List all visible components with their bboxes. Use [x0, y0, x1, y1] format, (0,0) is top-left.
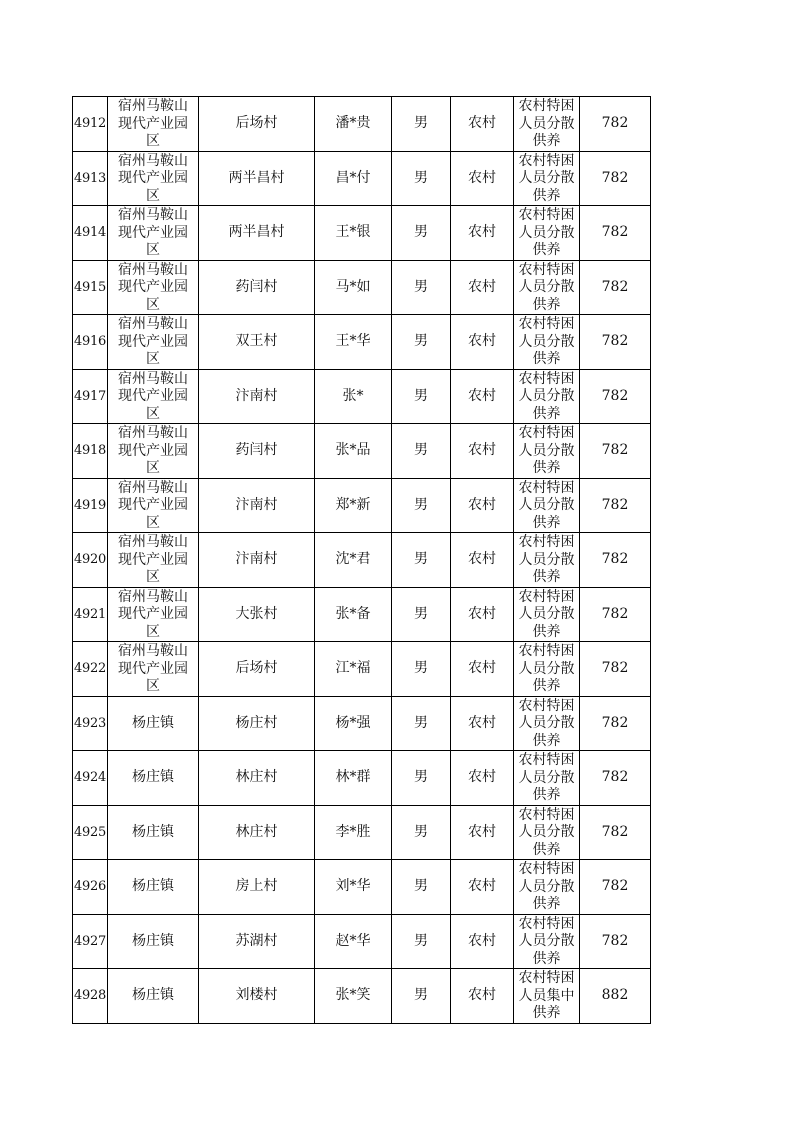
recipient-name-cell: 张*品 — [315, 424, 392, 479]
recipient-name-cell: 马*如 — [315, 260, 392, 315]
village-cell: 汴南村 — [199, 369, 315, 424]
support-category-cell: 农村特困 人员分散 供养 — [514, 914, 580, 969]
row-number-cell: 4916 — [73, 315, 108, 370]
row-number-cell: 4921 — [73, 587, 108, 642]
gender-cell: 男 — [392, 369, 451, 424]
district-cell: 杨庄镇 — [108, 860, 199, 915]
support-category-cell: 农村特困 人员分散 供养 — [514, 860, 580, 915]
support-category-cell: 农村特困 人员分散 供养 — [514, 696, 580, 751]
amount-cell: 782 — [580, 315, 651, 370]
district-cell: 杨庄镇 — [108, 751, 199, 806]
gender-cell: 男 — [392, 587, 451, 642]
row-number-cell: 4922 — [73, 642, 108, 697]
table-row — [73, 315, 651, 370]
table-row — [73, 642, 651, 697]
table-row — [73, 751, 651, 806]
gender-cell: 男 — [392, 151, 451, 206]
residence-type-cell: 农村 — [451, 369, 514, 424]
village-cell: 大张村 — [199, 587, 315, 642]
amount-cell: 782 — [580, 369, 651, 424]
village-cell: 药闫村 — [199, 424, 315, 479]
row-number-cell: 4925 — [73, 805, 108, 860]
recipient-name-cell: 江*福 — [315, 642, 392, 697]
district-cell: 宿州马鞍山 现代产业园 区 — [108, 97, 199, 152]
recipient-name-cell: 林*群 — [315, 751, 392, 806]
residence-type-cell: 农村 — [451, 805, 514, 860]
table-row — [73, 151, 651, 206]
recipient-name-cell: 杨*强 — [315, 696, 392, 751]
residence-type-cell: 农村 — [451, 424, 514, 479]
gender-cell: 男 — [392, 260, 451, 315]
district-cell: 宿州马鞍山 现代产业园 区 — [108, 587, 199, 642]
gender-cell: 男 — [392, 206, 451, 261]
village-cell: 汴南村 — [199, 478, 315, 533]
amount-cell: 782 — [580, 533, 651, 588]
residence-type-cell: 农村 — [451, 642, 514, 697]
district-cell: 杨庄镇 — [108, 914, 199, 969]
table-row — [73, 969, 651, 1024]
recipient-name-cell: 潘*贵 — [315, 97, 392, 152]
table-row — [73, 478, 651, 533]
village-cell: 双王村 — [199, 315, 315, 370]
table-row — [73, 587, 651, 642]
gender-cell: 男 — [392, 424, 451, 479]
amount-cell: 782 — [580, 478, 651, 533]
village-cell: 杨庄村 — [199, 696, 315, 751]
recipient-name-cell: 张*笑 — [315, 969, 392, 1024]
support-category-cell: 农村特困 人员分散 供养 — [514, 97, 580, 152]
residence-type-cell: 农村 — [451, 97, 514, 152]
recipient-name-cell: 张* — [315, 369, 392, 424]
amount-cell: 782 — [580, 860, 651, 915]
residence-type-cell: 农村 — [451, 206, 514, 261]
recipient-name-cell: 李*胜 — [315, 805, 392, 860]
gender-cell: 男 — [392, 315, 451, 370]
support-category-cell: 农村特困 人员分散 供养 — [514, 805, 580, 860]
table-row — [73, 206, 651, 261]
table-row — [73, 97, 651, 152]
village-cell: 两半昌村 — [199, 206, 315, 261]
residence-type-cell: 农村 — [451, 587, 514, 642]
support-category-cell: 农村特困 人员分散 供养 — [514, 424, 580, 479]
row-number-cell: 4920 — [73, 533, 108, 588]
recipient-name-cell: 昌*付 — [315, 151, 392, 206]
table-row — [73, 260, 651, 315]
district-cell: 宿州马鞍山 现代产业园 区 — [108, 260, 199, 315]
amount-cell: 782 — [580, 587, 651, 642]
district-cell: 宿州马鞍山 现代产业园 区 — [108, 315, 199, 370]
table-row — [73, 533, 651, 588]
table-body — [73, 97, 651, 1024]
residence-type-cell: 农村 — [451, 751, 514, 806]
district-cell: 杨庄镇 — [108, 805, 199, 860]
gender-cell: 男 — [392, 478, 451, 533]
village-cell: 后场村 — [199, 97, 315, 152]
recipient-name-cell: 王*银 — [315, 206, 392, 261]
district-cell: 宿州马鞍山 现代产业园 区 — [108, 151, 199, 206]
village-cell: 两半昌村 — [199, 151, 315, 206]
row-number-cell: 4917 — [73, 369, 108, 424]
table-row — [73, 696, 651, 751]
gender-cell: 男 — [392, 860, 451, 915]
village-cell: 房上村 — [199, 860, 315, 915]
row-number-cell: 4924 — [73, 751, 108, 806]
table-row — [73, 914, 651, 969]
residence-type-cell: 农村 — [451, 315, 514, 370]
amount-cell: 782 — [580, 97, 651, 152]
row-number-cell: 4914 — [73, 206, 108, 261]
village-cell: 药闫村 — [199, 260, 315, 315]
support-category-cell: 农村特困 人员分散 供养 — [514, 151, 580, 206]
table-row — [73, 369, 651, 424]
residence-type-cell: 农村 — [451, 696, 514, 751]
gender-cell: 男 — [392, 751, 451, 806]
district-cell: 宿州马鞍山 现代产业园 区 — [108, 206, 199, 261]
amount-cell: 782 — [580, 805, 651, 860]
support-category-cell: 农村特困 人员分散 供养 — [514, 642, 580, 697]
gender-cell: 男 — [392, 97, 451, 152]
table-row — [73, 424, 651, 479]
recipient-name-cell: 刘*华 — [315, 860, 392, 915]
village-cell: 汴南村 — [199, 533, 315, 588]
amount-cell: 782 — [580, 914, 651, 969]
recipient-name-cell: 王*华 — [315, 315, 392, 370]
amount-cell: 882 — [580, 969, 651, 1024]
district-cell: 宿州马鞍山 现代产业园 区 — [108, 424, 199, 479]
relief-recipient-table — [72, 96, 651, 1024]
row-number-cell: 4913 — [73, 151, 108, 206]
district-cell: 杨庄镇 — [108, 696, 199, 751]
row-number-cell: 4928 — [73, 969, 108, 1024]
residence-type-cell: 农村 — [451, 533, 514, 588]
district-cell: 宿州马鞍山 现代产业园 区 — [108, 478, 199, 533]
amount-cell: 782 — [580, 260, 651, 315]
recipient-name-cell: 郑*新 — [315, 478, 392, 533]
residence-type-cell: 农村 — [451, 151, 514, 206]
table-row — [73, 805, 651, 860]
recipient-name-cell: 张*备 — [315, 587, 392, 642]
gender-cell: 男 — [392, 696, 451, 751]
support-category-cell: 农村特困 人员分散 供养 — [514, 587, 580, 642]
residence-type-cell: 农村 — [451, 860, 514, 915]
recipient-name-cell: 赵*华 — [315, 914, 392, 969]
amount-cell: 782 — [580, 696, 651, 751]
row-number-cell: 4915 — [73, 260, 108, 315]
gender-cell: 男 — [392, 969, 451, 1024]
row-number-cell: 4919 — [73, 478, 108, 533]
residence-type-cell: 农村 — [451, 478, 514, 533]
residence-type-cell: 农村 — [451, 969, 514, 1024]
support-category-cell: 农村特困 人员集中 供养 — [514, 969, 580, 1024]
gender-cell: 男 — [392, 642, 451, 697]
gender-cell: 男 — [392, 914, 451, 969]
row-number-cell: 4918 — [73, 424, 108, 479]
district-cell: 宿州马鞍山 现代产业园 区 — [108, 642, 199, 697]
row-number-cell: 4923 — [73, 696, 108, 751]
row-number-cell: 4927 — [73, 914, 108, 969]
amount-cell: 782 — [580, 206, 651, 261]
support-category-cell: 农村特困 人员分散 供养 — [514, 478, 580, 533]
district-cell: 宿州马鞍山 现代产业园 区 — [108, 369, 199, 424]
village-cell: 林庄村 — [199, 805, 315, 860]
village-cell: 后场村 — [199, 642, 315, 697]
gender-cell: 男 — [392, 805, 451, 860]
village-cell: 苏湖村 — [199, 914, 315, 969]
support-category-cell: 农村特困 人员分散 供养 — [514, 751, 580, 806]
support-category-cell: 农村特困 人员分散 供养 — [514, 533, 580, 588]
row-number-cell: 4912 — [73, 97, 108, 152]
residence-type-cell: 农村 — [451, 914, 514, 969]
village-cell: 林庄村 — [199, 751, 315, 806]
support-category-cell: 农村特困 人员分散 供养 — [514, 369, 580, 424]
residence-type-cell: 农村 — [451, 260, 514, 315]
amount-cell: 782 — [580, 642, 651, 697]
support-category-cell: 农村特困 人员分散 供养 — [514, 260, 580, 315]
district-cell: 杨庄镇 — [108, 969, 199, 1024]
district-cell: 宿州马鞍山 现代产业园 区 — [108, 533, 199, 588]
gender-cell: 男 — [392, 533, 451, 588]
amount-cell: 782 — [580, 151, 651, 206]
recipient-name-cell: 沈*君 — [315, 533, 392, 588]
amount-cell: 782 — [580, 751, 651, 806]
amount-cell: 782 — [580, 424, 651, 479]
village-cell: 刘楼村 — [199, 969, 315, 1024]
support-category-cell: 农村特困 人员分散 供养 — [514, 315, 580, 370]
support-category-cell: 农村特困 人员分散 供养 — [514, 206, 580, 261]
row-number-cell: 4926 — [73, 860, 108, 915]
table-row — [73, 860, 651, 915]
